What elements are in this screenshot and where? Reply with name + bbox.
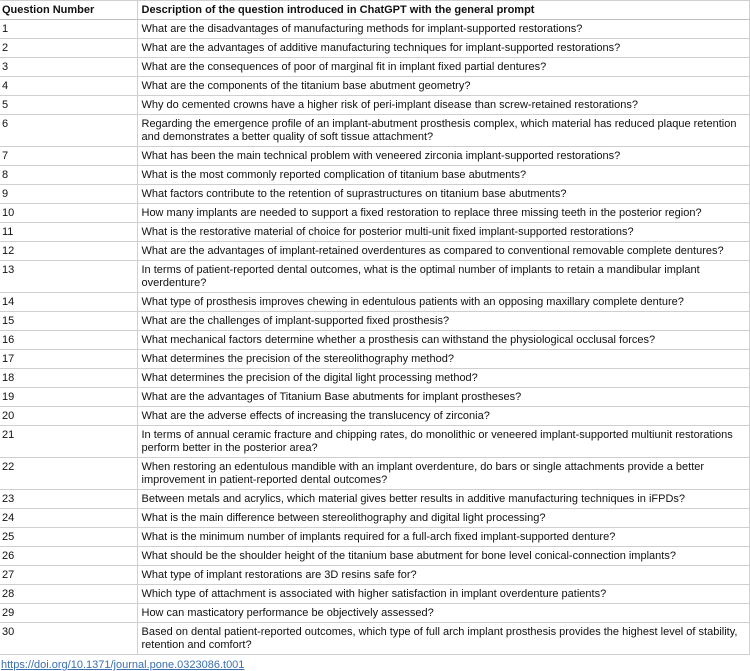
table-row	[0, 39, 750, 58]
question-number-cell: 21	[0, 426, 137, 458]
question-description-cell: How many implants are needed to support a fixed restoration to replace three missing teeth in the posterior region?	[137, 204, 750, 223]
table-row	[0, 293, 750, 312]
question-number-cell: 16	[0, 331, 137, 350]
question-description-cell: What determines the precision of the stereolithography method?	[137, 350, 750, 369]
question-description-cell: What are the consequences of poor of marginal fit in implant fixed partial dentures?	[137, 58, 750, 77]
question-description-cell: What should be the shoulder height of the titanium base abutment for bone level conical-connection implants?	[137, 547, 750, 566]
question-number-cell: 26	[0, 547, 137, 566]
table-row	[0, 58, 750, 77]
question-number-cell: 22	[0, 458, 137, 490]
question-number-cell: 6	[0, 115, 137, 147]
question-number-cell: 3	[0, 58, 137, 77]
table-row	[0, 223, 750, 242]
question-description-cell: In terms of annual ceramic fracture and chipping rates, do monolithic or veneered implant-supported multiunit restorations perform better in the posterior area?	[137, 426, 750, 458]
question-number-cell: 1	[0, 20, 137, 39]
question-number-cell: 25	[0, 528, 137, 547]
table-row	[0, 204, 750, 223]
question-description-cell: What are the challenges of implant-supported fixed prosthesis?	[137, 312, 750, 331]
table-row	[0, 331, 750, 350]
question-number-cell: 29	[0, 604, 137, 623]
question-description-cell: What is the minimum number of implants required for a full-arch fixed implant-supported denture?	[137, 528, 750, 547]
question-number-cell: 5	[0, 96, 137, 115]
table-row	[0, 166, 750, 185]
table-row	[0, 604, 750, 623]
question-number-cell: 17	[0, 350, 137, 369]
table-row	[0, 528, 750, 547]
question-number-cell: 7	[0, 147, 137, 166]
question-number-cell: 4	[0, 77, 137, 96]
question-number-cell: 12	[0, 242, 137, 261]
question-number-cell: 30	[0, 623, 137, 655]
table-row	[0, 185, 750, 204]
question-description-cell: What are the advantages of additive manufacturing techniques for implant-supported restorations?	[137, 39, 750, 58]
question-description-cell: What are the components of the titanium base abutment geometry?	[137, 77, 750, 96]
table-row	[0, 261, 750, 293]
question-description-cell: What determines the precision of the digital light processing method?	[137, 369, 750, 388]
table-row	[0, 547, 750, 566]
question-description-cell: Regarding the emergence profile of an implant-abutment prosthesis complex, which material has reduced plaque retention and demonstrates a better quality of soft tissue attachment?	[137, 115, 750, 147]
table-row	[0, 312, 750, 331]
table-row	[0, 20, 750, 39]
question-description-cell: How can masticatory performance be objectively assessed?	[137, 604, 750, 623]
question-number-cell: 23	[0, 490, 137, 509]
table-row	[0, 458, 750, 490]
question-number-cell: 9	[0, 185, 137, 204]
question-description-cell: What are the advantages of implant-retained overdentures as compared to conventional removable complete dentures?	[137, 242, 750, 261]
question-description-cell: What is the most commonly reported complication of titanium base abutments?	[137, 166, 750, 185]
table-row	[0, 509, 750, 528]
question-description-cell: What are the disadvantages of manufacturing methods for implant-supported restorations?	[137, 20, 750, 39]
table-row	[0, 147, 750, 166]
table-row	[0, 490, 750, 509]
table-row	[0, 242, 750, 261]
table-row	[0, 96, 750, 115]
question-number-cell: 20	[0, 407, 137, 426]
question-number-cell: 15	[0, 312, 137, 331]
question-description-cell: Between metals and acrylics, which material gives better results in additive manufacturing techniques in iFPDs?	[137, 490, 750, 509]
question-description-cell: Which type of attachment is associated with higher satisfaction in implant overdenture patients?	[137, 585, 750, 604]
question-number-cell: 19	[0, 388, 137, 407]
question-number-cell: 11	[0, 223, 137, 242]
header-description: Description of the question introduced in ChatGPT with the general prompt	[137, 1, 750, 20]
question-description-cell: What type of implant restorations are 3D resins safe for?	[137, 566, 750, 585]
question-description-cell: What are the advantages of Titanium Base abutments for implant prostheses?	[137, 388, 750, 407]
question-number-cell: 8	[0, 166, 137, 185]
table-header-row	[0, 1, 750, 20]
question-number-cell: 24	[0, 509, 137, 528]
question-number-cell: 18	[0, 369, 137, 388]
header-question-number: Question Number	[0, 1, 137, 20]
question-number-cell: 13	[0, 261, 137, 293]
table-row	[0, 426, 750, 458]
doi-link[interactable]: https://doi.org/10.1371/journal.pone.0323086.t001	[1, 659, 245, 671]
question-number-cell: 27	[0, 566, 137, 585]
question-description-cell: What has been the main technical problem with veneered zirconia implant-supported restorations?	[137, 147, 750, 166]
table-row	[0, 115, 750, 147]
question-number-cell: 28	[0, 585, 137, 604]
question-description-cell: What factors contribute to the retention of suprastructures on titanium base abutments?	[137, 185, 750, 204]
question-description-cell: Based on dental patient-reported outcomes, which type of full arch implant prosthesis provides the highest level of stability, retention and comfort?	[137, 623, 750, 655]
table-row	[0, 407, 750, 426]
table-row	[0, 388, 750, 407]
question-description-cell: In terms of patient-reported dental outcomes, what is the optimal number of implants to retain a mandibular implant overdenture?	[137, 261, 750, 293]
table-row	[0, 77, 750, 96]
question-description-cell: What is the main difference between stereolithography and digital light processing?	[137, 509, 750, 528]
question-description-cell: When restoring an edentulous mandible with an implant overdenture, do bars or single attachments provide a better improvement in patient-reported dental outcomes?	[137, 458, 750, 490]
question-description-cell: What are the adverse effects of increasing the translucency of zirconia?	[137, 407, 750, 426]
table-row	[0, 369, 750, 388]
question-description-cell: What type of prosthesis improves chewing in edentulous patients with an opposing maxillary complete denture?	[137, 293, 750, 312]
question-number-cell: 10	[0, 204, 137, 223]
table-row	[0, 566, 750, 585]
question-number-cell: 14	[0, 293, 137, 312]
table-row	[0, 585, 750, 604]
question-number-cell: 2	[0, 39, 137, 58]
table-row	[0, 350, 750, 369]
question-description-cell: What mechanical factors determine whether a prosthesis can withstand the physiological occlusal forces?	[137, 331, 750, 350]
question-description-cell: Why do cemented crowns have a higher risk of peri-implant disease than screw-retained restorations?	[137, 96, 750, 115]
question-description-cell: What is the restorative material of choice for posterior multi-unit fixed implant-supported restorations?	[137, 223, 750, 242]
table-row	[0, 623, 750, 655]
